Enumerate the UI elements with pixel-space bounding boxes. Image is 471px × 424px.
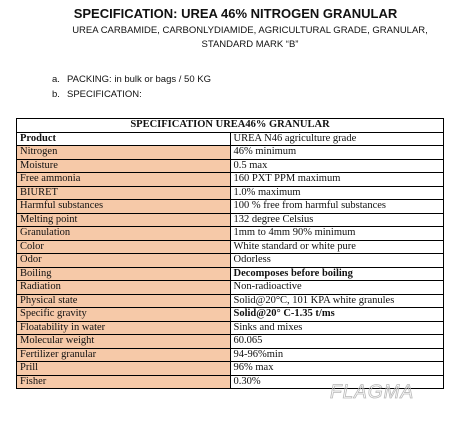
param-value: 0.30% xyxy=(230,375,444,389)
param-value: Sinks and mixes xyxy=(230,321,444,335)
param-name: Floatability in water xyxy=(17,321,231,335)
param-name: Fertilizer granular xyxy=(17,348,231,362)
table-row xyxy=(17,281,444,295)
param-value: 96% max xyxy=(230,362,444,376)
table-row xyxy=(17,321,444,335)
param-value: Decomposes before boiling xyxy=(230,267,444,281)
table-row xyxy=(17,213,444,227)
param-value: Odorless xyxy=(230,254,444,268)
flagma-watermark: FLAGMA xyxy=(330,382,415,403)
param-value: Non-radioactive xyxy=(230,281,444,295)
param-name: Moisture xyxy=(17,159,231,173)
param-name: Radiation xyxy=(17,281,231,295)
table-row xyxy=(17,240,444,254)
list-marker: a. xyxy=(52,74,60,85)
param-value: White standard or white pure xyxy=(230,240,444,254)
param-name: Fisher xyxy=(17,375,231,389)
param-name: Boiling xyxy=(17,267,231,281)
table-row xyxy=(17,186,444,200)
param-name: Odor xyxy=(17,254,231,268)
info-list xyxy=(52,72,211,102)
list-item xyxy=(52,87,211,102)
param-value: Solid@20° C-1.35 t/ms xyxy=(230,308,444,322)
table-row xyxy=(17,267,444,281)
param-value: 1.0% maximum xyxy=(230,186,444,200)
param-value: 60.065 xyxy=(230,335,444,349)
list-marker: b. xyxy=(52,89,60,100)
param-name: Free ammonia xyxy=(17,173,231,187)
document-title: SPECIFICATION: UREA 46% NITROGEN GRANULAR xyxy=(73,6,398,21)
param-name: Specific gravity xyxy=(17,308,231,322)
list-item-text: PACKING: in bulk or bags / 50 KG xyxy=(67,74,211,85)
table-row xyxy=(17,348,444,362)
header-value-cell: UREA N46 agriculture grade xyxy=(230,132,444,146)
param-name: Physical state xyxy=(17,294,231,308)
table-row xyxy=(17,173,444,187)
table-row xyxy=(17,146,444,160)
param-name: Molecular weight xyxy=(17,335,231,349)
param-name: Melting point xyxy=(17,213,231,227)
header-name-cell: Product xyxy=(17,132,231,146)
list-item-text: SPECIFICATION: xyxy=(67,89,142,100)
param-value: 100 % free from harmful substances xyxy=(230,200,444,214)
table-row xyxy=(17,362,444,376)
specification-table xyxy=(16,118,444,389)
param-name: Nitrogen xyxy=(17,146,231,160)
param-value: Solid@20°C, 101 KPA white granules xyxy=(230,294,444,308)
table-row xyxy=(17,227,444,241)
table-row xyxy=(17,254,444,268)
param-value: 160 PXT PPM maximum xyxy=(230,173,444,187)
param-name: BIURET xyxy=(17,186,231,200)
param-value: 46% minimum xyxy=(230,146,444,160)
table-row xyxy=(17,294,444,308)
param-name: Granulation xyxy=(17,227,231,241)
list-item xyxy=(52,72,211,87)
table-row xyxy=(17,308,444,322)
param-value: 1mm to 4mm 90% minimum xyxy=(230,227,444,241)
param-value: 0.5 max xyxy=(230,159,444,173)
table-header-row xyxy=(17,132,444,146)
param-name: Harmful substances xyxy=(17,200,231,214)
param-name: Prill xyxy=(17,362,231,376)
param-value: 94-96%min xyxy=(230,348,444,362)
param-value: 132 degree Celsius xyxy=(230,213,444,227)
table-row xyxy=(17,335,444,349)
param-name: Color xyxy=(17,240,231,254)
document-subtitle: UREA CARBAMIDE, CARBONLYDIAMIDE, AGRICULTURAL GRADE, GRANULAR, STANDARD MARK “B” xyxy=(72,25,428,50)
table-row xyxy=(17,200,444,214)
table-title: SPECIFICATION UREA46% GRANULAR xyxy=(17,119,444,133)
table-row xyxy=(17,159,444,173)
